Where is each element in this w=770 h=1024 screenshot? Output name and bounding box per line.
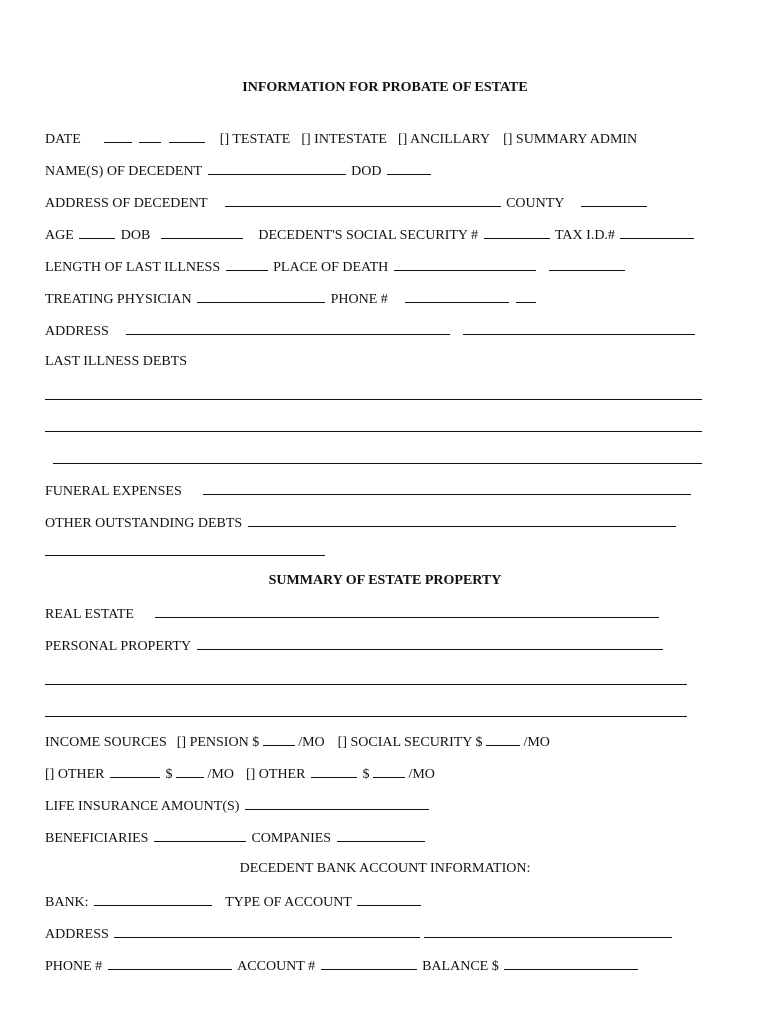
dob-label: DOB (120, 228, 151, 243)
bank-phone-row (45, 957, 640, 975)
funeral-expenses-label: FUNERAL EXPENSES (45, 484, 182, 499)
physician-address-label: ADDRESS (45, 324, 109, 339)
physician-address-blank[interactable] (126, 322, 450, 335)
pension-per-mo: /MO (298, 735, 325, 750)
physician-phone-blank[interactable] (405, 290, 509, 303)
other-income-checkbox-2[interactable]: [] OTHER (245, 767, 306, 782)
length-illness-label: LENGTH OF LAST ILLNESS (45, 260, 221, 275)
other-debts-label: OTHER OUTSTANDING DEBTS (45, 516, 243, 531)
bank-phone-blank[interactable] (108, 957, 232, 970)
date-month-blank[interactable] (104, 130, 132, 143)
decedent-name-row (45, 162, 433, 180)
illness-debts-line-2[interactable] (45, 431, 702, 432)
pension-blank[interactable] (263, 733, 295, 746)
testate-checkbox[interactable]: [] TESTATE (219, 132, 291, 147)
place-of-death-blank-2[interactable] (549, 258, 625, 271)
pension-checkbox[interactable]: [] PENSION $ (176, 735, 260, 750)
age-blank[interactable] (79, 226, 115, 239)
dod-label: DOD (351, 164, 382, 179)
ssn-blank[interactable] (484, 226, 550, 239)
physician-phone-label: PHONE # (330, 292, 388, 307)
bank-address-row (45, 925, 674, 943)
bank-address-blank[interactable] (114, 925, 420, 938)
companies-label: COMPANIES (251, 831, 332, 846)
dod-blank[interactable] (387, 162, 431, 175)
county-blank[interactable] (581, 194, 647, 207)
income-sources-label: INCOME SOURCES (45, 735, 167, 750)
bank-label: BANK: (45, 895, 89, 910)
other-income-dollar-2: $ (362, 767, 370, 782)
other-debts-blank[interactable] (248, 514, 676, 527)
beneficiaries-row (45, 829, 427, 847)
age-label: AGE (45, 228, 74, 243)
personal-property-label: PERSONAL PROPERTY (45, 639, 192, 654)
income-sources-row (45, 733, 550, 751)
physician-row (45, 290, 538, 308)
account-type-blank[interactable] (357, 893, 421, 906)
date-label: DATE (45, 132, 81, 147)
personal-property-row (45, 637, 665, 655)
bank-phone-label: PHONE # (45, 959, 103, 974)
tax-id-label: TAX I.D.# (555, 228, 615, 243)
last-illness-debts-label: LAST ILLNESS DEBTS (45, 354, 188, 369)
physician-address-row (45, 322, 697, 340)
county-label: COUNTY (506, 196, 565, 211)
bank-address-blank-2[interactable] (424, 925, 672, 938)
place-of-death-label: PLACE OF DEATH (273, 260, 389, 275)
summary-admin-checkbox[interactable]: [] SUMMARY ADMIN (503, 132, 638, 147)
decedent-address-row (45, 194, 649, 212)
real-estate-blank[interactable] (155, 605, 659, 618)
funeral-expenses-row (45, 482, 693, 500)
dob-blank[interactable] (161, 226, 243, 239)
other-income-per-mo-2: /MO (408, 767, 435, 782)
physician-address-blank-2[interactable] (463, 322, 695, 335)
beneficiaries-blank[interactable] (154, 829, 246, 842)
decedent-address-label: ADDRESS OF DECEDENT (45, 196, 208, 211)
date-row (45, 130, 637, 148)
physician-label: TREATING PHYSICIAN (45, 292, 192, 307)
last-illness-debts-row (45, 354, 187, 370)
balance-label: BALANCE $ (422, 959, 499, 974)
age-row (45, 226, 696, 244)
other-income-amount-blank-1[interactable] (176, 765, 204, 778)
social-security-blank[interactable] (486, 733, 520, 746)
personal-property-line-2[interactable] (45, 684, 687, 685)
account-number-blank[interactable] (321, 957, 417, 970)
other-debts-line-2[interactable] (45, 555, 325, 556)
other-income-amount-blank-2[interactable] (373, 765, 405, 778)
other-debts-row (45, 514, 678, 532)
decedent-name-blank[interactable] (208, 162, 346, 175)
real-estate-label: REAL ESTATE (45, 607, 134, 622)
last-illness-row (45, 258, 627, 276)
personal-property-line-3[interactable] (45, 716, 687, 717)
ssn-label: DECEDENT'S SOCIAL SECURITY # (258, 228, 478, 243)
other-income-checkbox-1[interactable]: [] OTHER (45, 767, 105, 782)
real-estate-row (45, 605, 661, 623)
life-insurance-row (45, 797, 431, 815)
other-income-name-blank-1[interactable] (110, 765, 160, 778)
life-insurance-blank[interactable] (245, 797, 429, 810)
other-income-per-mo-1: /MO (207, 767, 234, 782)
summary-heading: SUMMARY OF ESTATE PROPERTY (268, 573, 502, 588)
place-of-death-blank[interactable] (394, 258, 536, 271)
beneficiaries-label: BENEFICIARIES (45, 831, 149, 846)
social-security-checkbox[interactable]: [] SOCIAL SECURITY $ (337, 735, 483, 750)
illness-debts-line-3[interactable] (53, 463, 702, 464)
decedent-name-label: NAME(S) OF DECEDENT (45, 164, 203, 179)
account-number-label: ACCOUNT # (237, 959, 316, 974)
companies-blank[interactable] (337, 829, 425, 842)
physician-blank[interactable] (197, 290, 325, 303)
personal-property-blank[interactable] (197, 637, 663, 650)
bank-address-label: ADDRESS (45, 927, 109, 942)
social-security-per-mo: /MO (523, 735, 550, 750)
bank-heading: DECEDENT BANK ACCOUNT INFORMATION: (239, 861, 531, 876)
intestate-checkbox[interactable]: [] INTESTATE (301, 132, 387, 147)
ancillary-checkbox[interactable]: [] ANCILLARY (397, 132, 491, 147)
bank-blank[interactable] (94, 893, 212, 906)
other-income-name-blank-2[interactable] (311, 765, 357, 778)
other-income-row (45, 765, 435, 783)
tax-id-blank[interactable] (620, 226, 694, 239)
other-income-dollar-1: $ (165, 767, 173, 782)
physician-phone-blank-2[interactable] (516, 290, 536, 303)
illness-debts-line-1[interactable] (45, 399, 702, 400)
date-day-blank[interactable] (139, 130, 161, 143)
length-illness-blank[interactable] (226, 258, 268, 271)
balance-blank[interactable] (504, 957, 638, 970)
decedent-address-blank[interactable] (225, 194, 501, 207)
life-insurance-label: LIFE INSURANCE AMOUNT(S) (45, 799, 240, 814)
bank-row (45, 893, 423, 911)
funeral-expenses-blank[interactable] (203, 482, 691, 495)
account-type-label: TYPE OF ACCOUNT (225, 895, 352, 910)
date-year-blank[interactable] (169, 130, 205, 143)
form-title: INFORMATION FOR PROBATE OF ESTATE (242, 80, 528, 95)
